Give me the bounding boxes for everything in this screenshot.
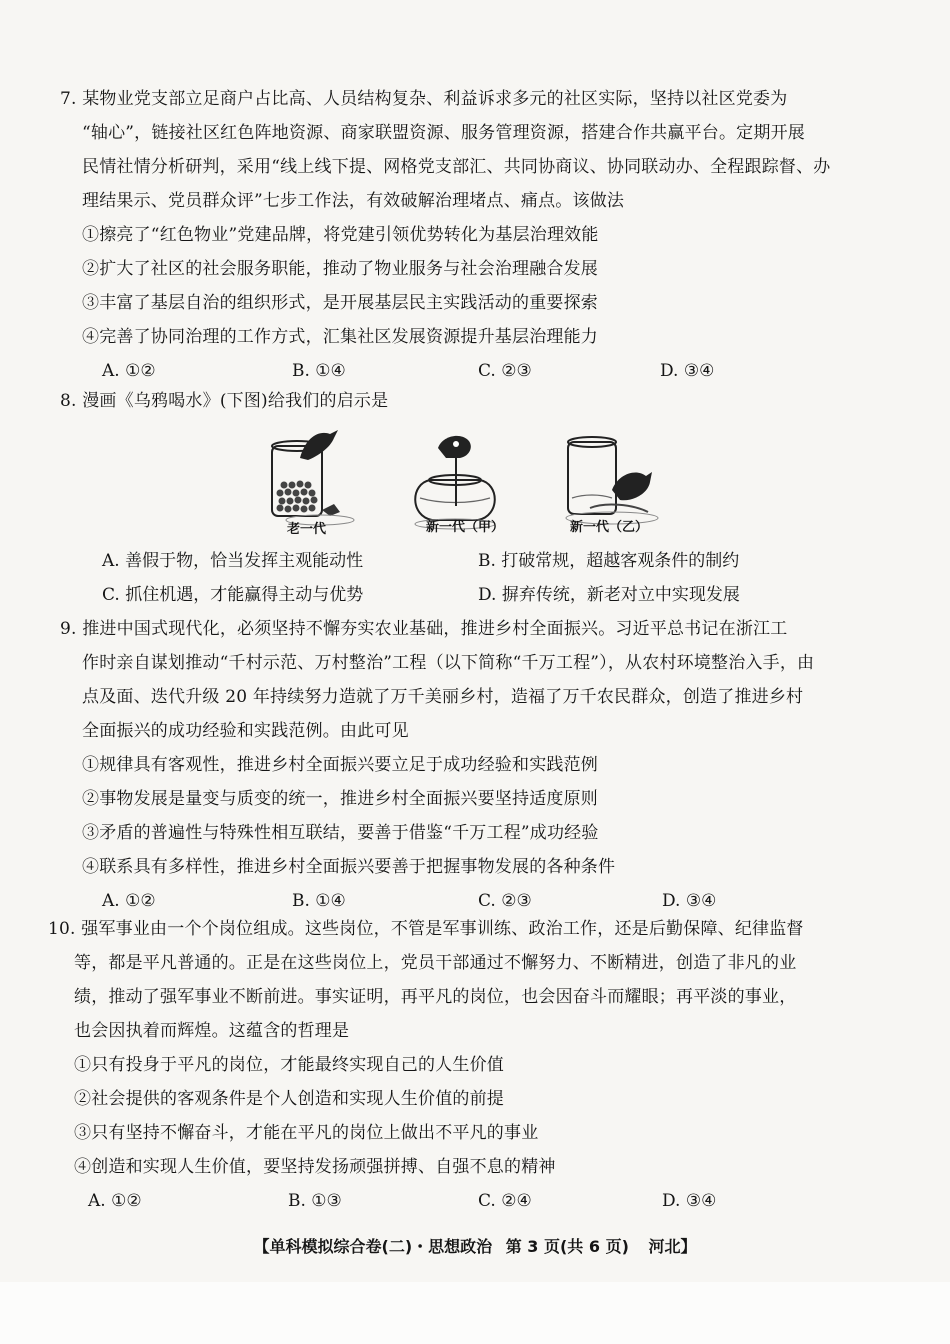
stem-line: 7. 某物业党支部立足商户占比高、人员结构复杂、利益诉求多元的社区实际，坚持以社区党委为 <box>60 89 788 109</box>
panel-new-generation-b <box>566 437 658 524</box>
stem-line: 作时亲自谋划推动“千村示范、万村整治”工程（以下简称“千万工程”），从农村环境整治入手，由 <box>82 653 815 673</box>
choice-b: B. ①④ <box>292 891 346 911</box>
choice-c: C. ②④ <box>478 1191 532 1211</box>
choice-a: A. ①② <box>102 891 156 911</box>
footer-page-number: 第 3 页(共 6 页) <box>505 1237 629 1256</box>
statement-1: ①只有投身于平凡的岗位，才能最终实现自己的人生价值 <box>74 1055 504 1075</box>
stem-line: 理结果示、党员群众评”七步工作法，有效破解治理堵点、痛点。该做法 <box>82 191 625 211</box>
question-7 <box>60 82 860 388</box>
choice-a: A. 善假于物，恰当发挥主观能动性 <box>102 551 364 571</box>
question-10 <box>48 912 848 1218</box>
stem-line: 9. 推进中国式现代化，必须坚持不懈夯实农业基础，推进乡村全面振兴。习近平总书记在浙江工 <box>60 619 788 639</box>
choice-d: D. ③④ <box>662 1191 717 1211</box>
choice-b: B. ①④ <box>292 361 346 381</box>
statement-4: ④完善了协同治理的工作方式，汇集社区发展资源提升基层治理能力 <box>82 327 598 347</box>
stem-line: 点及面、迭代升级 20 年持续努力造就了万千美丽乡村，造福了万千农民群众，创造了推进乡村 <box>82 687 804 707</box>
statement-2: ②事物发展是量变与质变的统一，推进乡村全面振兴要坚持适度原则 <box>82 789 598 809</box>
choice-c: C. ②③ <box>478 891 532 911</box>
question-8-stem: 8. 漫画《乌鸦喝水》(下图)给我们的启示是 <box>60 391 389 411</box>
question-9-statements <box>60 748 860 884</box>
stem-line: 全面振兴的成功经验和实践范例。由此可见 <box>82 721 409 741</box>
statement-1: ①擦亮了“红色物业”党建品牌，将党建引领优势转化为基层治理效能 <box>82 225 599 245</box>
page-bottom-margin <box>0 1282 950 1344</box>
statement-4: ④创造和实现人生价值，要坚持发扬顽强拼搏、自强不息的精神 <box>74 1157 556 1177</box>
choice-a: A. ①② <box>88 1191 142 1211</box>
choice-a: A. ①② <box>102 361 156 381</box>
choice-d: D. ③④ <box>662 891 717 911</box>
stem-line: “轴心”，链接社区红色阵地资源、商家联盟资源、服务管理资源，搭建合作共赢平台。定期开展 <box>82 123 805 143</box>
question-7-stem <box>60 82 860 218</box>
caption-new-generation-a: 新一代（甲） <box>426 520 505 535</box>
question-9-stem <box>60 612 860 748</box>
crow-icon <box>300 430 338 460</box>
question-10-stem <box>48 912 848 1048</box>
statement-3: ③只有坚持不懈奋斗，才能在平凡的岗位上做出不平凡的事业 <box>74 1123 539 1143</box>
choice-d: D. 摒弃传统，新老对立中实现发展 <box>478 585 740 605</box>
question-8-choices <box>60 544 860 612</box>
statement-3: ③矛盾的普遍性与特殊性相互联结，要善于借鉴“千万工程”成功经验 <box>82 823 599 843</box>
question-10-statements <box>48 1048 848 1184</box>
choice-c: C. ②③ <box>478 361 532 381</box>
statement-3: ③丰富了基层自治的组织形式，是开展基层民主实践活动的重要探索 <box>82 293 598 313</box>
choice-row-1 <box>60 544 860 578</box>
footer-region: 河北】 <box>648 1237 697 1256</box>
caption-new-generation-b: 新一代（乙） <box>570 520 649 535</box>
choice-b: B. 打破常规，超越客观条件的制约 <box>478 551 740 571</box>
question-9 <box>60 612 860 918</box>
stem-line: 10. 强军事业由一个个岗位组成。这些岗位，不管是军事训练、政治工作，还是后勤保障、纪律监督 <box>48 919 804 939</box>
stem-line: 民情社情分析研判，采用“线上线下提、网格党支部汇、共同协商议、协同联动办、全程跟踪督、办 <box>82 157 831 177</box>
choice-b: B. ①③ <box>288 1191 342 1211</box>
crow-icon <box>438 436 471 458</box>
stem-line: 也会因执着而辉煌。这蕴含的哲理是 <box>74 1021 350 1041</box>
choice-d: D. ③④ <box>660 361 715 381</box>
choice-row-2 <box>60 578 860 612</box>
panel-old-generation <box>272 430 354 525</box>
question-7-statements <box>60 218 860 354</box>
stem-line: 等，都是平凡普通的。正是在这些岗位上，党员干部通过不懈努力、不断精进，创造了非凡的业 <box>74 953 797 973</box>
question-10-choices <box>48 1184 848 1218</box>
caption-old-generation: 老一代 <box>287 522 327 537</box>
page-footer <box>0 1234 950 1257</box>
statement-1: ①规律具有客观性，推进乡村全面振兴要立足于成功经验和实践范例 <box>82 755 598 775</box>
question-8 <box>60 384 860 418</box>
statement-2: ②社会提供的客观条件是个人创造和实现人生价值的前提 <box>74 1089 504 1109</box>
footer-title: 【单科模拟综合卷(二)・思想政治 <box>253 1237 493 1256</box>
choice-c: C. 抓住机遇，才能赢得主动与优势 <box>102 585 364 605</box>
question-7-choices <box>60 354 860 388</box>
crow-icon <box>612 472 652 500</box>
statement-4: ④联系具有多样性，推进乡村全面振兴要善于把握事物发展的各种条件 <box>82 857 616 877</box>
stem-line: 绩，推动了强军事业不断前进。事实证明，再平凡的岗位，也会因奋斗而耀眼；再平淡的事业， <box>74 987 797 1007</box>
statement-2: ②扩大了社区的社会服务职能，推动了物业服务与社会治理融合发展 <box>82 259 598 279</box>
